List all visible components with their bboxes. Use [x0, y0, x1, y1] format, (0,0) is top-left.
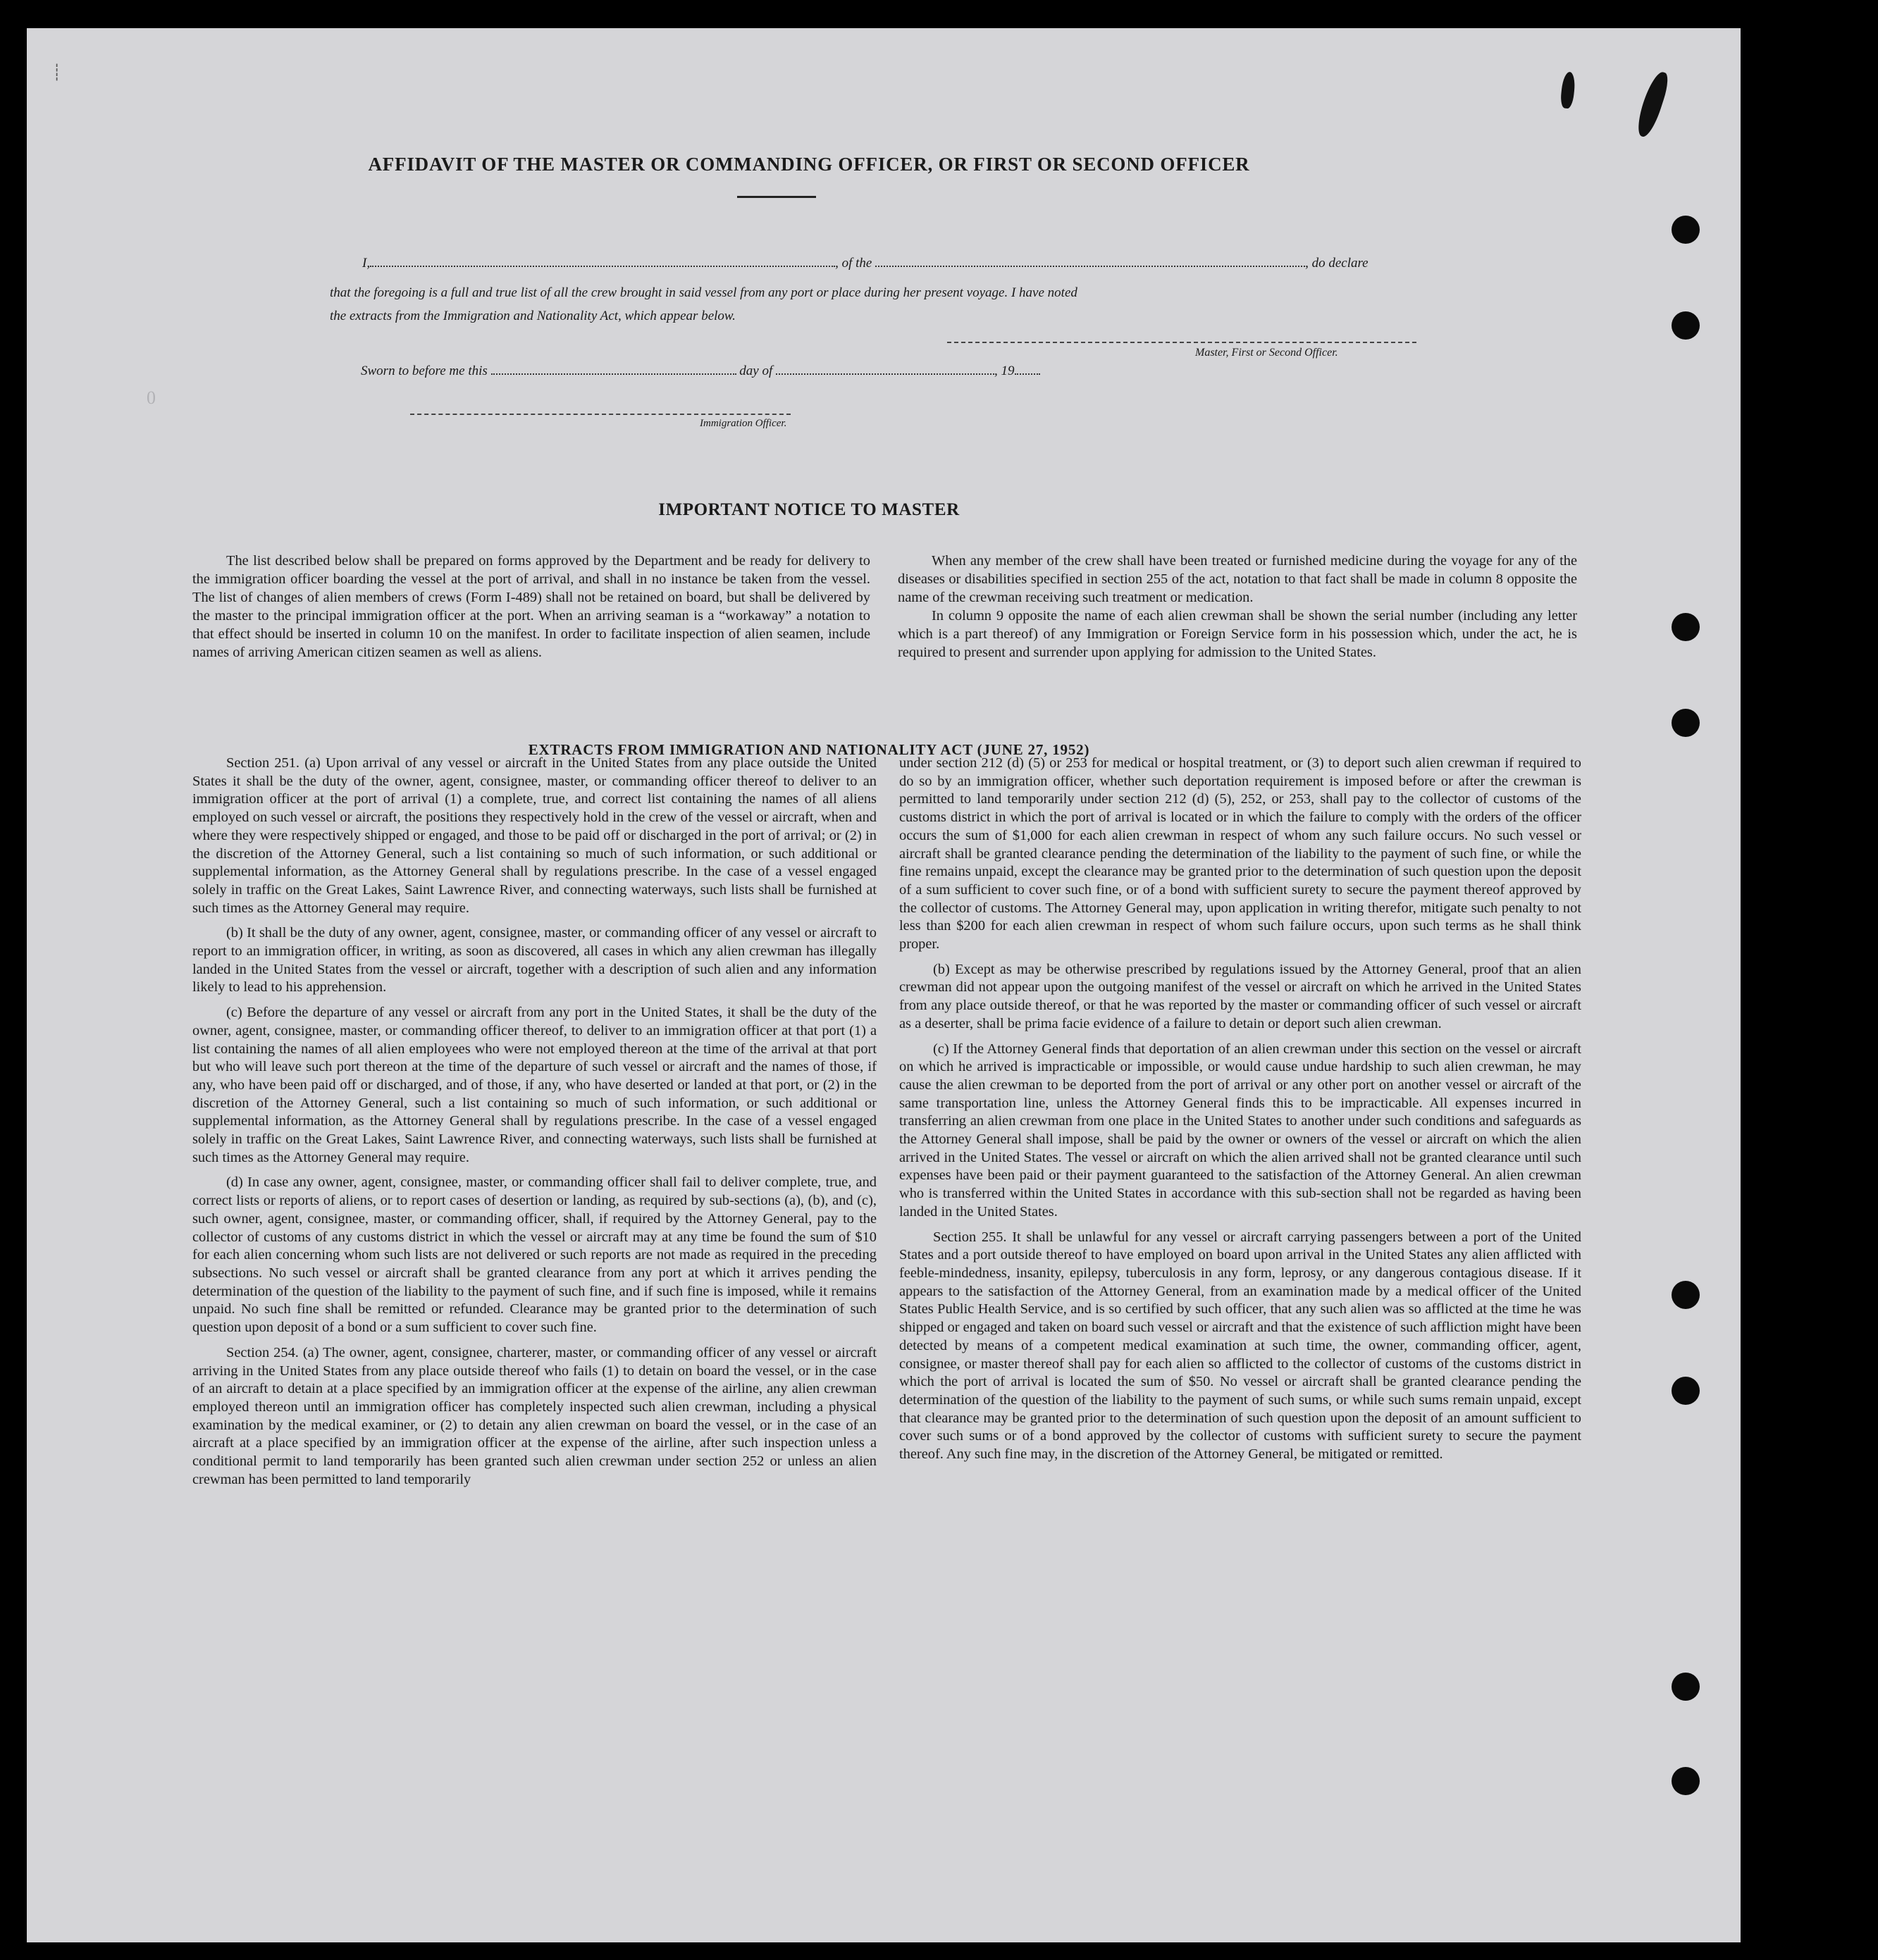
act-paragraph: (c) Before the departure of any vessel or aircraft from any port in the United States, it shall be the duty of the owner, agent, consignee, master, or commanding officer thereof, to deliver to an immigration officer at that port (1) a list containing the names of all alien employees who were not employed thereon at the time of the arrival at that port but who will leave such port thereon at the time of the departure of such vessel or aircraft and the names of those, if any, who have been paid off or discharged, and of those, if any, who have deserted or landed at that port, or (2) in the discretion of the Attorney General, such a list containing so much of such information, or such additional or supplemental information, as the Attorney General shall by regulations prescribe. In the case of a vessel engaged solely in traffic on the Great Lakes, Saint Lawrence River, and connecting waterways, such lists shall be furnished at such times as the Attorney General may require. — [192, 1005, 877, 1165]
act-paragraph: (d) In case any owner, agent, consignee, master, or commanding officer shall fail to deliver complete, true, and correct lists or reports of aliens, or to report cases of desertion or landing, as required by sub-sections (a), (b), and (c), such owner, agent, consignee, master, or commanding officer, shall, if required by the Attorney General, pay to the collector of customs of any customs district in which the vessel or aircraft may at any time be found the sum of $10 for each alien concerning whom such lists are not delivered or such reports are not made as required in the preceding subsections. No such vessel or aircraft shall be granted clearance from any port at which it arrives pending the determination of the question of the liability to the payment of such fine, and if such fine is imposed, while it remains unpaid. No such fine shall be remitted or refunded. Clearance may be granted prior to the determination of such question upon deposit of a bond or a sum sufficient to cover such fine. — [192, 1174, 877, 1336]
document-page — [27, 28, 1741, 1942]
act-paragraph: Section 255. It shall be unlawful for any vessel or aircraft carrying passengers between a port of the United States and a port outside thereof to have employed on board upon arrival in the United States any alien afflicted with feeble-mindedness, insanity, epilepsy, tuberculosis in any form, leprosy, or any dangerous contagious disease. If it appears to the satisfaction of the Attorney General, from an examination made by a medical officer of the United States Public Health Service, and is so certified by such officer, that any such alien was so afflicted at the time he was shipped or engaged and taken on board such vessel or aircraft and that the existence of such affliction might have been detected by means of a competent medical examination at such time, the owner, commanding officer, agent, consignee, or master thereof shall pay for each alien so afflicted to the collector of customs of the customs district in which the port of arrival is located the sum of $50. No vessel or aircraft shall be granted clearance pending the determination of the question of the liability to the payment of such sums, or while such sums remain unpaid, except that clearance may be granted prior to the determination of such question upon the deposit of an amount sufficient to cover such sums or of a bond approved by the collector of customs with sufficient surety to secure the payment thereof. Any such fine may, in the discretion of the Attorney General, be mitigated or remitted. — [899, 1229, 1581, 1463]
master-signature-line[interactable] — [947, 342, 1416, 343]
act-paragraph: under section 212 (d) (5) or 253 for medical or hospital treatment, or (3) to deport such alien crewman if required to do so by an immigration officer, whether such deportation requirement is imposed before or after the crewman is permitted to land temporarily under section 212 (d) (5), 252, or 253, shall pay to the collector of customs of the customs district in which the port of arrival is located or in which the failure to comply with the orders of the officer occurs the sum of $1,000 for each alien crewman in respect of whom any such failure occurs. No such vessel or aircraft shall be granted clearance pending the determination of the liability to the payment of such fine, or while the fine remains unpaid, except the clearance may be granted prior to the determination of such question upon the deposit of a sum sufficient to cover such fine, or of a bond with sufficient surety to secure the payment thereof approved by the collector of customs. The Attorney General may, upon application in writing therefor, mitigate such penalty to not less than $200 for each alien crewman in respect of whom such failure occurs, upon such terms as he shall think proper. — [899, 755, 1581, 953]
name-blank[interactable] — [370, 256, 835, 267]
ink-mark — [1559, 71, 1576, 109]
notice-paragraph: The list described below shall be prepared on forms approved by the Department and be ready for delivery to the immigration officer boarding the vessel at the port of arrival, and shall in no instance be taken from the vessel. The list of changes of alien members of crews (Form I-489) shall not be retained on board, but shall be delivered by the master to the principal immigration officer at the port. When an arriving seaman is a “workaway” a notation to that effect should be inserted in column 10 on the manifest. In order to facilitate inspection of alien seamen, include names of arriving American citizen seamen as well as aliens. — [192, 553, 870, 660]
act-paragraph: (b) It shall be the duty of any owner, agent, consignee, master, or commanding officer of any vessel or aircraft to report to an immigration officer, in writing, as soon as discovered, all cases in which any alien crewman has illegally landed in the United States from the vessel or aircraft, together with a description of such alien and any information likely to lead to his apprehension. — [192, 925, 877, 995]
sworn-month-blank[interactable] — [776, 364, 994, 375]
punch-hole — [1672, 311, 1700, 340]
title-underline — [737, 196, 816, 198]
notice-paragraph: When any member of the crew shall have been treated or furnished medicine during the voyage for any of the diseases or disabilities specified in section 255 of the act, notation to that fact shall be made in column 8 opposite the name of the crewman receiving such treatment or medication. — [898, 553, 1577, 605]
act-paragraph: (c) If the Attorney General finds that deportation of an alien crewman under this section on the vessel or aircraft on which he arrived is impracticable or impossible, or would cause undue hardship to such alien crewman, he may cause the alien crewman to be deported from the port of arrival or any other port on another vessel or aircraft of the same transportation line, unless the Attorney General finds this to be impracticable. All expenses incurred in transferring an alien crewman from one place in the United States to another under such conditions and safeguards as the Attorney General shall impose, shall be paid by the owner or owners of the vessel or aircraft on which the alien arrived in the United States. The vessel or aircraft on which the alien arrived shall not be granted clearance until such expenses have been paid or their payment guaranteed to the satisfaction of the Attorney General. An alien crewman who is transferred within the United States in accordance with this sub-section shall not be regarded as having been landed in the United States. — [899, 1041, 1581, 1220]
master-signature-caption: Master, First or Second Officer. — [1195, 347, 1338, 359]
act-paragraph: Section 251. (a) Upon arrival of any vessel or aircraft in the United States from any place outside the United States it shall be the duty of the owner, agent, consignee, master, or commanding officer thereof to deliver to an immigration officer at the port of arrival (1) a complete, true, and correct list containing the names of all aliens employed on such vessel or aircraft, the positions they respectively hold in the crew of the vessel or aircraft, when and where they were respectively shipped or engaged, and those to be paid off or discharged in the port of arrival; or (2) in the discretion of the Attorney General, such a list containing so much of such information, or such additional or supplemental information, as the Attorney General shall by regulations prescribe. In the case of a vessel engaged solely in traffic on the Great Lakes, Saint Lawrence River, and connecting waterways, such lists shall be furnished at such times as the Attorney General may require. — [192, 755, 877, 916]
punch-hole — [1672, 216, 1700, 244]
affidavit-title: AFFIDAVIT OF THE MASTER OR COMMANDING OFFICER, OR FIRST OR SECOND OFFICER — [368, 154, 1250, 175]
notice-right-column — [898, 552, 1577, 662]
act-left-column — [192, 755, 877, 1489]
punch-hole — [1672, 1377, 1700, 1405]
ink-mark — [1633, 69, 1672, 139]
declaration-line-1: I, , of the , do declare — [362, 256, 1369, 271]
act-paragraph: (b) Except as may be otherwise prescribed by regulations issued by the Attorney General, proof that an alien crewman did not appear upon the outgoing manifest of the vessel or aircraft on which he arrived in the United States from any place outside thereof, or that he was reported by the master or commanding officer of such vessel or aircraft as a deserter, shall be prima facie evidence of a failure to detain or deport such alien crewman. — [899, 961, 1581, 1031]
notice-paragraph: In column 9 opposite the name of each alien crewman shall be shown the serial number (including any letter which is a part thereof) of any Immigration or Foreign Service form in his possession which, under the act, he is required to present and surrender upon applying for admission to the United States. — [898, 608, 1577, 660]
sworn-line: Sworn to before me this day of , 19 — [361, 364, 1040, 379]
punch-hole — [1672, 1281, 1700, 1309]
extracts-title: EXTRACTS FROM IMMIGRATION AND NATIONALITY ACT (JUNE 27, 1952) — [528, 741, 1090, 758]
immigration-officer-caption: Immigration Officer. — [700, 418, 787, 429]
sworn-year-blank[interactable] — [1015, 364, 1040, 375]
sworn-day-blank[interactable] — [491, 364, 736, 375]
declaration-line-3: the extracts from the Immigration and Nationality Act, which appear below. — [330, 309, 736, 323]
punch-hole — [1672, 613, 1700, 641]
act-right-column — [899, 755, 1581, 1464]
vessel-blank[interactable] — [875, 256, 1305, 267]
punch-hole — [1672, 709, 1700, 737]
bleed-through: 0 — [147, 387, 156, 408]
act-paragraph: Section 254. (a) The owner, agent, consignee, charterer, master, or commanding officer of any vessel or aircraft arriving in the United States from any place outside thereof who fails (1) to detain on board the vessel, or in the case of an aircraft to detain at a place specified by an immigration officer at the expense of the airline, any alien crewman employed thereon until an immigration officer has completely inspected such alien crewman, including a physical examination by the medical examiner, or (2) to detain any alien crewman on board the vessel, or in the case of an aircraft at a place specified by an immigration officer at the expense of the airline, after such inspection unless a conditional permit to land temporarily has been granted such alien crewman under section 252 or unless an alien crewman has been permitted to land temporarily — [192, 1344, 877, 1487]
immigration-officer-signature-line[interactable] — [410, 414, 791, 415]
punch-hole — [1672, 1673, 1700, 1701]
scan-mark: ┊ — [52, 63, 62, 81]
punch-hole — [1672, 1767, 1700, 1795]
declaration-line-2: that the foregoing is a full and true list of all the crew brought in said vessel from any port or place during her present voyage. I have noted — [330, 285, 1077, 300]
notice-left-column — [192, 552, 870, 662]
notice-title: IMPORTANT NOTICE TO MASTER — [658, 500, 960, 519]
